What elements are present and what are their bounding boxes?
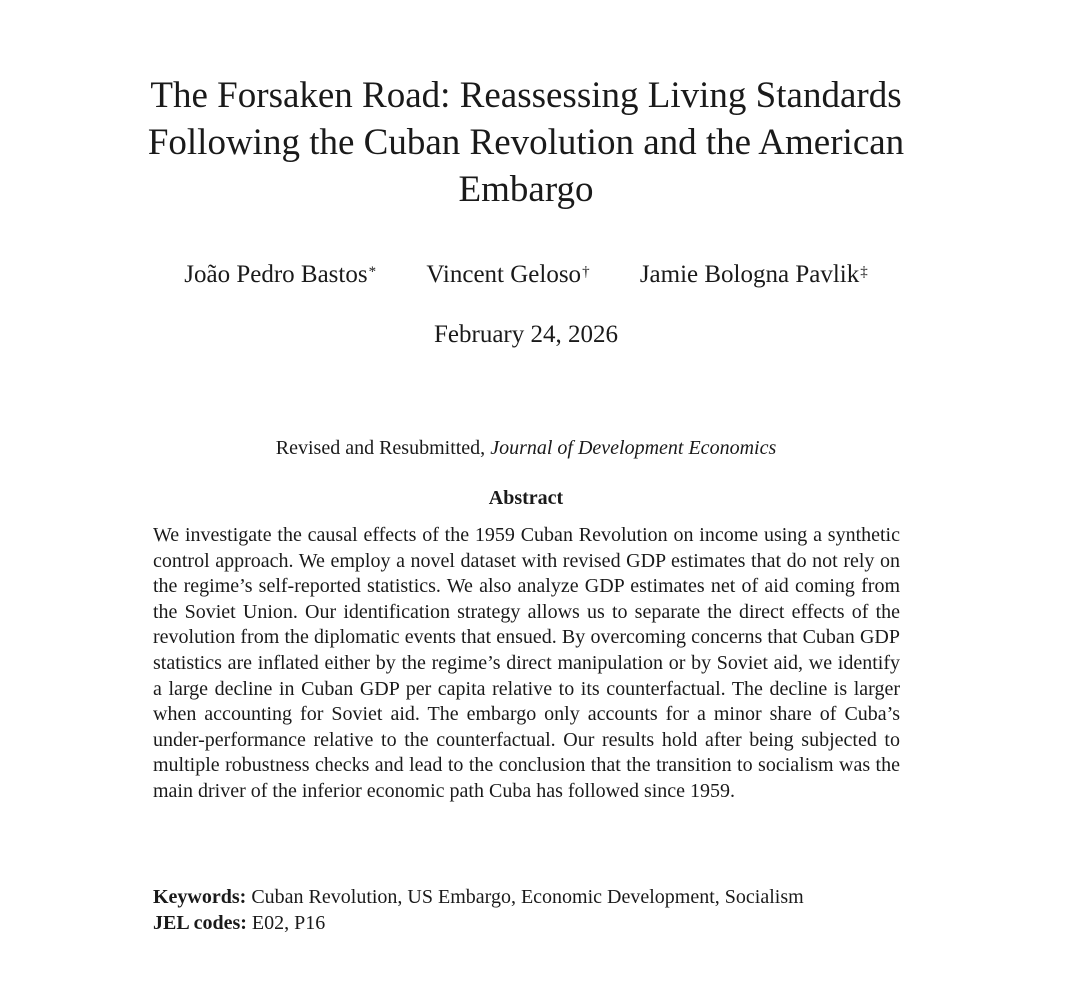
journal-name: Journal of Development Economics	[490, 437, 777, 459]
author-2	[426, 258, 589, 292]
submission-status	[100, 434, 952, 462]
keywords-label: Keywords:	[153, 886, 247, 908]
keywords-value: Cuban Revolution, US Embargo, Economic Development, Socialism	[251, 886, 804, 908]
author-footnote-mark: *	[368, 264, 377, 280]
author-1	[184, 258, 376, 292]
abstract-heading: Abstract	[488, 487, 564, 509]
author-3	[640, 258, 868, 292]
author-name: João Pedro Bastos	[184, 261, 368, 288]
author-footnote-mark: †	[582, 264, 590, 280]
author-footnote-mark: ‡	[860, 264, 868, 280]
abstract-text: We investigate the causal effects of the 1959 Cuban Revolution on income using a synthetic control approach. We employ a novel dataset with revised GDP estimates that do not rely on the regime’s self-reported statistics. We also analyze GDP estimates net of aid coming from the Soviet Union. Our identification strategy allows us to separate the direct effects of the revolution from the diplomatic events that ensued. By overcoming concerns that Cuban GDP statistics are inflated either by the regime’s direct manipulation or by Soviet aid, we identify a large decline in Cuban GDP per capita relative to its counterfactual. The decline is larger when accounting for Soviet aid. The embargo only accounts for a minor share of Cuba’s under-performance relative to the counterfactual. Our results hold after being subjected to multiple robustness checks and lead to the conclusion that the transition to socialism was the main driver of the inferior economic path Cuba has followed since 1959.	[153, 524, 900, 802]
jel-codes-line	[153, 910, 900, 936]
author-name: Jamie Bologna Pavlik	[639, 261, 860, 288]
jel-label: JEL codes:	[153, 912, 247, 934]
status-prefix: Revised and Resubmitted,	[275, 437, 486, 459]
paper-date: February 24, 2026	[434, 321, 618, 348]
jel-value: E02, P16	[251, 912, 326, 934]
author-list	[100, 258, 952, 292]
paper-title: The Forsaken Road: Reassessing Living Standards Following the Cuban Revolution and the American Embargo	[147, 75, 905, 210]
author-name: Vincent Geloso	[426, 261, 582, 288]
keywords-line	[153, 884, 943, 910]
